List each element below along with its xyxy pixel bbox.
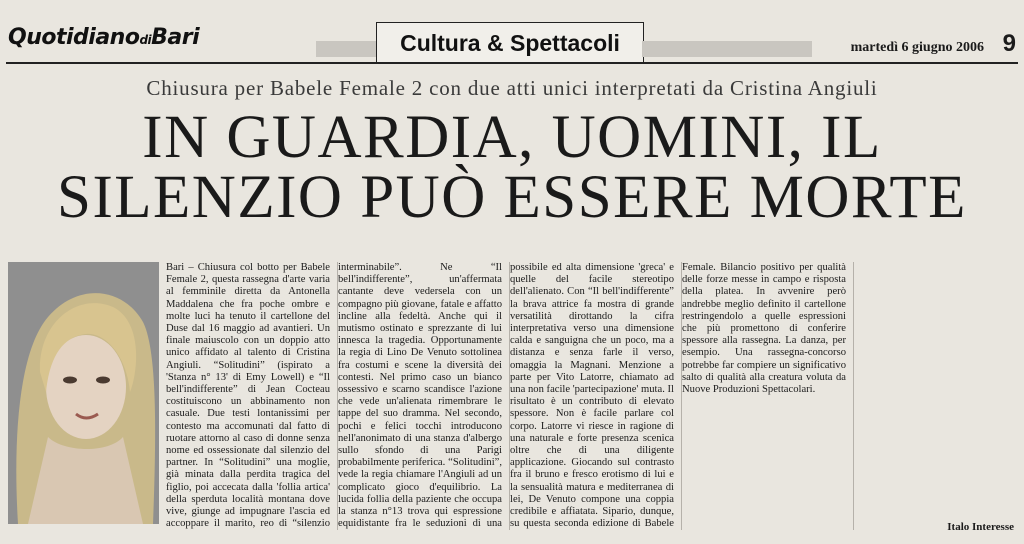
article-kicker: Chiusura per Babele Female 2 con due atti unici interpretati da Cristina Angiuli [146, 76, 878, 100]
masthead-rule [6, 62, 1018, 64]
newspaper-logo [8, 25, 199, 50]
article-body-text: Bari – Chiusura col botto per Babele Female 2, questa rassegna d'arte varia al femminile diretta da Antonella Maddalena che fra poche ombre e molte luci ha tenuto il cartellone del Duse dal 16 maggio ad avantieri. Un finale maiuscolo con un doppio atto unico affidato al talento di Cristina Angiuli. “Solitudini” (ispirato a 'Stanza n° 13' di Emy Lowell) e “Il bell'indifferente” di Jean Cocteau costituiscono un abbinamento non casuale. Due testi lontanissimi per contesto ma accomunati dal fatto di ruotare attorno al caso di donne senza nome ed ossessionate dal silenzio del partner. In “Solitudini” una moglie, già minata dalla perdita tragica del figlio, poi accecata dalla 'follia artica' della sperduta località montana dove vive, giunge ad impugnare l'ascia ed accoppare il marito, reo di “silenzio interminabile”. Ne “Il bell'indifferente”, un'affermata cantante deve vedersela con un compagno più giovane, fatale e affatto incline alla fedeltà. Anche qui il mutismo ostinato e sprezzante di lui innesca la tragedia. Opportunamente la regia di Lino De Venuto sottolinea fra costumi e scene la diversità dei contesti. Nel primo caso un bianco ossessivo e scarno scandisce l'azione che vede un'alienata rimembrare le tappe del suo dramma. Nel secondo, pochi e felici tocchi introducono nell'anonimato di una stanza d'albergo sullo sfondo di una Parigi probabilmente periferica. “Solitudini”, vede la regia chiamare l'Angiuli ad un complicato gioco d'equilibrio. La lucida follia della paziente che occupa la stanza n°13 trova qui espressione equidistante fra le seduzioni di una possibile ed alta dimensione 'greca' e quelle del facile stereotipo dell'alienato. Con “Il bell'indifferente” la brava attrice fa mostra di grande versatilità dirottando la cifra interpretativa verso una dimensione calda e sanguigna che un poco, ma a distanza e senza farle il verso, omaggia la Magnani. Menzione a parte per Vito Latorre, chiamato ad una non facile 'partecipazione' muta. Il risultato è un contributo di elevato spessore. Non è facile parlare col corpo. Latorre vi riesce in ragione di una naturale e forte presenza scenica oltre che di una diligente applicazione. Giocando sul contrasto fra il bruno e fresco erotismo di lui e la sensualità matura e mediterranea di lei, De Venuto compone una coppia credibile e affiatata. Sipario, dunque, su questa seconda edizione di Babele Female. Bilancio positivo per qualità delle forze messe in campo e risposta della platea. In avvenire però andrebbe meglio definito il cartellone restringendolo a quelle espressioni che più promettono di conferire spessore alla rassegna. La danza, per esempio. Una rassegna-concorso potrebbe far compiere un significativo salto di qualità alla creatura voluta da Nuove Produzioni Spettacolari. [166, 262, 846, 530]
logo-part-1: Quotidiano [8, 25, 140, 50]
column-rule [681, 262, 682, 530]
column-rule [337, 262, 338, 530]
column-rule [509, 262, 510, 530]
headline-line-1: IN GUARDIA, UOMINI, IL [142, 104, 882, 171]
issue-date: martedì 6 giugno 2006 [850, 40, 984, 55]
page-number: 9 [1002, 30, 1016, 57]
portrait-photo [8, 262, 159, 524]
masthead-shade-right [642, 41, 812, 57]
logo-part-3: Bari [151, 25, 200, 50]
article-byline: Italo Interesse [947, 521, 1014, 533]
masthead [0, 0, 1024, 62]
headline-line-2: SILENZIO PUÒ ESSERE MORTE [57, 164, 967, 231]
column-rule [853, 262, 854, 530]
section-title: Cultura & Spettacoli [376, 22, 644, 64]
portrait-illustration [8, 262, 159, 524]
article-body [166, 262, 1018, 532]
masthead-shade-left [316, 41, 376, 57]
article-headline [0, 104, 1024, 231]
logo-part-2: di [139, 33, 152, 47]
